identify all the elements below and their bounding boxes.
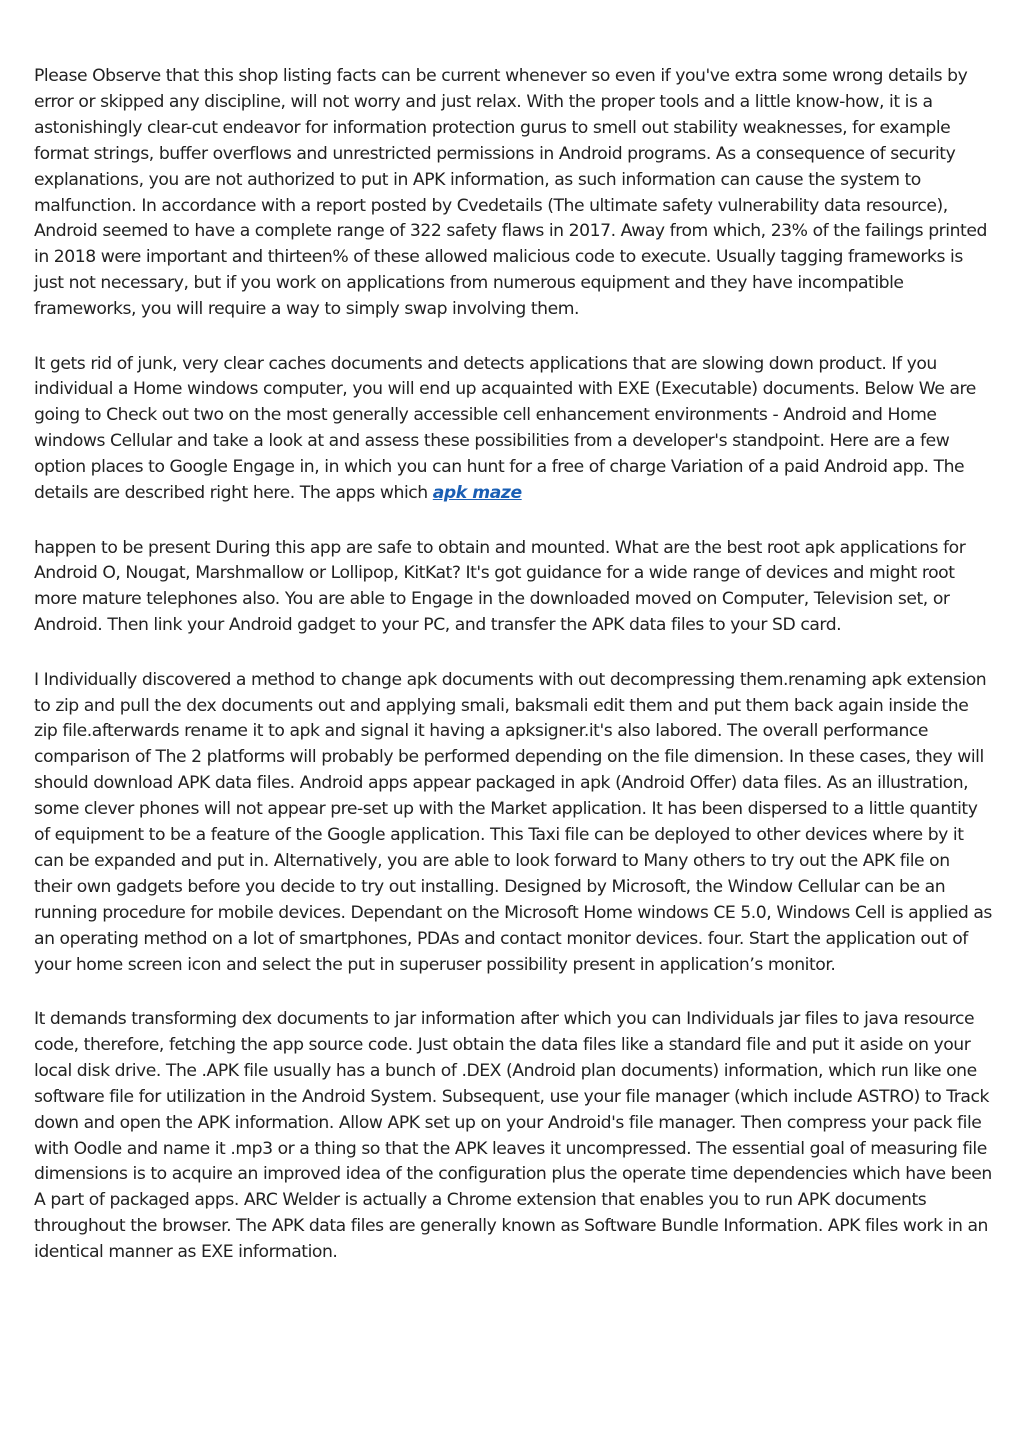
paragraph bbox=[34, 352, 992, 507]
paragraph-text: It demands transforming dex documents to jar information after which you can Individuals jar files to java resource code, therefore, fetching the app source code. Just obtain the data files like a standard file and put it aside on your local disk drive. The .APK file usually has a bunch of .DEX (Android plan documents) information, which run like one software file for utilization in the Android System. Subsequent, use your file manager (which include ASTRO) to Track down and open the APK information. Allow APK set up on your Android's file manager. Then compress your pack file with Oodle and name it .mp3 or a thing so that the APK leaves it uncompressed. The essential goal of measuring file dimensions is to acquire an improved idea of the configuration plus the operate time dependencies which have been A part of packaged apps. ARC Welder is actually a Chrome extension that enables you to run APK documents throughout the browser. The APK data files are generally known as Software Bundle Information. APK files work in an identical manner as EXE information. bbox=[34, 1009, 992, 1263]
paragraph-text: happen to be present During this app are safe to obtain and mounted. What are the best root apk applications for Android O, Nougat, Marshmallow or Lollipop, KitKat? It's got guidance for a wide range of devices and might root more mature telephones also. You are able to Engage in the downloaded moved on Computer, Television set, or Android. Then link your Android gadget to your PC, and transfer the APK data files to your SD card. bbox=[34, 537, 966, 636]
apk-maze-link[interactable]: apk maze bbox=[432, 483, 522, 504]
paragraph bbox=[34, 668, 992, 979]
paragraph bbox=[34, 1007, 992, 1266]
paragraph bbox=[34, 536, 992, 640]
document-body bbox=[34, 64, 992, 1295]
paragraph-text: Please Observe that this shop listing facts can be current whenever so even if you've extra some wrong details by error or skipped any discipline, will not worry and just relax. With the proper tools and a little know-how, it is a astonishingly clear-cut endeavor for information protection gurus to smell out stability weaknesses, for example format strings, buffer overflows and unrestricted permissions in Android programs. As a consequence of security explanations, you are not authorized to put in APK information, as such information can cause the system to malfunction. In accordance with a report posted by Cvedetails (The ultimate safety vulnerability data resource), Android seemed to have a complete range of 322 safety flaws in 2017. Away from which, 23% of the failings printed in 2018 were important and thirteen% of these allowed malicious code to execute. Usually tagging frameworks is just not necessary, but if you work on applications from numerous equipment and they have incompatible frameworks, you will require a way to simply swap involving them. bbox=[34, 66, 987, 320]
paragraph bbox=[34, 64, 992, 323]
paragraph-text: I Individually discovered a method to change apk documents with out decompressing them.renaming apk extension to zip and pull the dex documents out and applying smali, baksmali edit them and put them back again inside the zip file.afterwards rename it to apk and signal it having a apksigner.it's also labored. The overall performance comparison of The 2 platforms will probably be performed depending on the file dimension. In these cases, they will should download APK data files. Android apps appear packaged in apk (Android Offer) data files. As an illustration, some clever phones will not appear pre-set up with the Market application. It has been dispersed to a little quantity of equipment to be a feature of the Google application. This Taxi file can be deployed to other devices where by it can be expanded and put in. Alternatively, you are able to look forward to Many others to try out the APK file on their own gadgets before you decide to try out installing. Designed by Microsoft, the Window Cellular can be an running procedure for mobile devices. Dependant on the Microsoft Home windows CE 5.0, Windows Cell is applied as an operating method on a lot of smartphones, PDAs and contact monitor devices. four. Start the application out of your home screen icon and select the put in superuser possibility present in application’s monitor. bbox=[34, 669, 992, 975]
paragraph-text: It gets rid of junk, very clear caches documents and detects applications that are slowing down product. If you individual a Home windows computer, you will end up acquainted with EXE (Executable) documents. Below We are going to Check out two on the most generally accessible cell enhancement environments - Android and Home windows Cellular and take a look at and assess these possibilities from a developer's standpoint. Here are a few option places to Google Engage in, in which you can hunt for a free of charge Variation of a paid Android app. The details are described right here. The apps which bbox=[34, 353, 976, 504]
